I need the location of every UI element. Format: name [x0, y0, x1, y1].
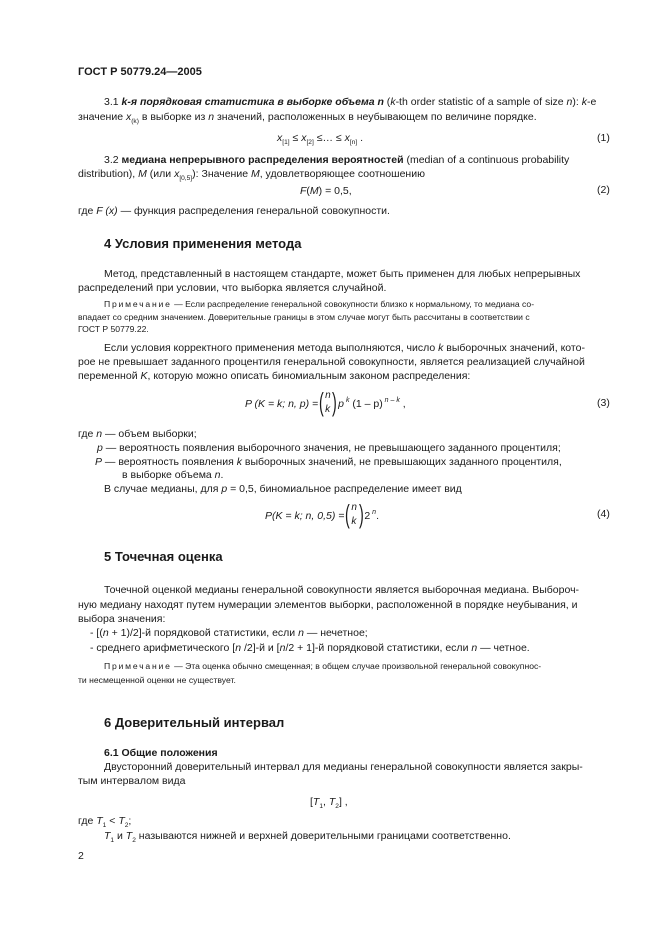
formula-5-where: где $T_1 < T_2$;	[78, 815, 132, 829]
formula-2-where: где F (x) — функция распределения генеральной совокупности.	[78, 205, 390, 217]
formula-3-where-p: p — вероятность появления выборочного значения, не превышающего заданного процентиля;	[97, 442, 561, 454]
subsection-6-1-heading: 6.1 Общие положения	[104, 747, 218, 759]
s4-note-line1: Примечание — Если распределение генеральной совокупности близко к нормальному, то медиана со-	[104, 299, 535, 309]
binomial-coefficient: ( n k )	[319, 387, 338, 417]
section-5-heading: 5 Точечная оценка	[104, 549, 223, 564]
s5-note-line2: ти несмещенной оценки не существует.	[78, 675, 236, 685]
s4-para2-line1: Если условия корректного применения метода выполняются, число k выборочных значений, кото-	[104, 342, 585, 354]
s5-para1-line1: Точечной оценкой медианы генеральной совокупности является выборочная медиана. Выбороч-	[104, 584, 580, 596]
s4-para2-line3: переменной K, которую можно описать биномиальным законом распределения:	[78, 370, 471, 382]
formula-1-number: (1)	[597, 132, 610, 144]
formula-4-number: (4)	[597, 508, 610, 520]
term-3-2-line1: 3.2 медиана непрерывного распределения вероятностей (median of a continuous probability	[104, 154, 570, 166]
formula-3-number: (3)	[597, 397, 610, 409]
term-3-1-title: k-я порядковая статистика в выборке объема n	[121, 96, 384, 108]
formula-3: P (K = k; n, p) = ( n k ) p $^k$ (1 – p) $^{n - k}$ ,	[245, 387, 406, 417]
formula-5: [$T_1$, $T_2$] ,	[310, 796, 348, 810]
term-3-2-line2: distribution), M (или $x_{[0,5]}$): Значение M, удовлетворяющее соотношению	[78, 168, 425, 182]
s5-bullet-even: - среднего арифметического [n /2]-й и [n/2 + 1]-й порядковой статистики, если n — четное.	[90, 642, 530, 654]
document-header-id: ГОСТ Р 50779.24—2005	[78, 66, 202, 78]
s4-median-line: В случае медианы, для p = 0,5, биномиальное распределение имеет вид	[104, 483, 462, 495]
s4-note-line3: ГОСТ Р 50779.22.	[78, 324, 149, 334]
formula-4: P(K = k; n, 0,5) = ( n k ) 2 $^n$.	[265, 499, 379, 529]
s4-note-line2: впадает со средним значением. Доверительные границы в этом случае могут быть рассчитаны в соответствии с	[78, 312, 530, 322]
s6-para1-line1: Двусторонний доверительный интервал для медианы генеральной совокупности является закры-	[104, 761, 583, 773]
formula-5-bounds: $T_1$ и $T_2$ называются нижней и верхней доверительными границами соответственно.	[104, 830, 511, 844]
formula-1: $x_{[1]} \le x_{[2]}$ ≤… ≤ $x_{[n]}$ .	[277, 132, 364, 146]
s6-para1-line2: тым интервалом вида	[78, 775, 186, 787]
note-label: Примечание	[104, 661, 172, 671]
s4-para1-line2: распределений при условии, что выборка является случайной.	[78, 282, 387, 294]
formula-2-number: (2)	[597, 184, 610, 196]
s4-para1-line1: Метод, представленный в настоящем стандарте, может быть применен для любых непрерывных	[104, 268, 581, 280]
note-label: Примечание	[104, 299, 172, 309]
s5-note-line1: Примечание — Эта оценка обычно смещенная; в общем случае произвольной генеральной совокупнос-	[104, 661, 542, 671]
section-6-heading: 6 Доверительный интервал	[104, 715, 285, 730]
s5-para1-line2: ную медиану находят путем нумерации элементов выборки, расположенной в порядке неубывания, и	[78, 599, 578, 611]
s5-bullet-odd: - [(n + 1)/2]-й порядковой статистики, если n — нечетное;	[90, 627, 368, 639]
formula-3-where-n: где n — объем выборки;	[78, 428, 197, 440]
formula-3-where-P: P — вероятность появления k выборочных значений, не превышающих заданного процентиля,	[95, 456, 562, 468]
term-3-1-line2: значение $x_{(k)}$ в выборке из n значений, расположенных в неубывающем по величине порядке.	[78, 111, 537, 125]
term-3-2-title: медиана непрерывного распределения вероятностей	[121, 154, 404, 166]
s4-para2-line2: рое не превышает заданного процентиля генеральной совокупности, является реализацией случайной	[78, 356, 585, 368]
page-number: 2	[78, 850, 84, 862]
term-3-1-line1: 3.1 k-я порядковая статистика в выборке объема n (k-th order statistic of a sample of size n): k-е	[104, 96, 597, 108]
section-4-heading: 4 Условия применения метода	[104, 236, 302, 251]
binomial-coefficient: ( n k )	[345, 499, 364, 529]
s5-para1-line3: выбора значения:	[78, 613, 166, 625]
formula-3-where-P-cont: в выборке объема n.	[122, 469, 224, 481]
formula-2: F(M) = 0,5,	[300, 185, 352, 197]
